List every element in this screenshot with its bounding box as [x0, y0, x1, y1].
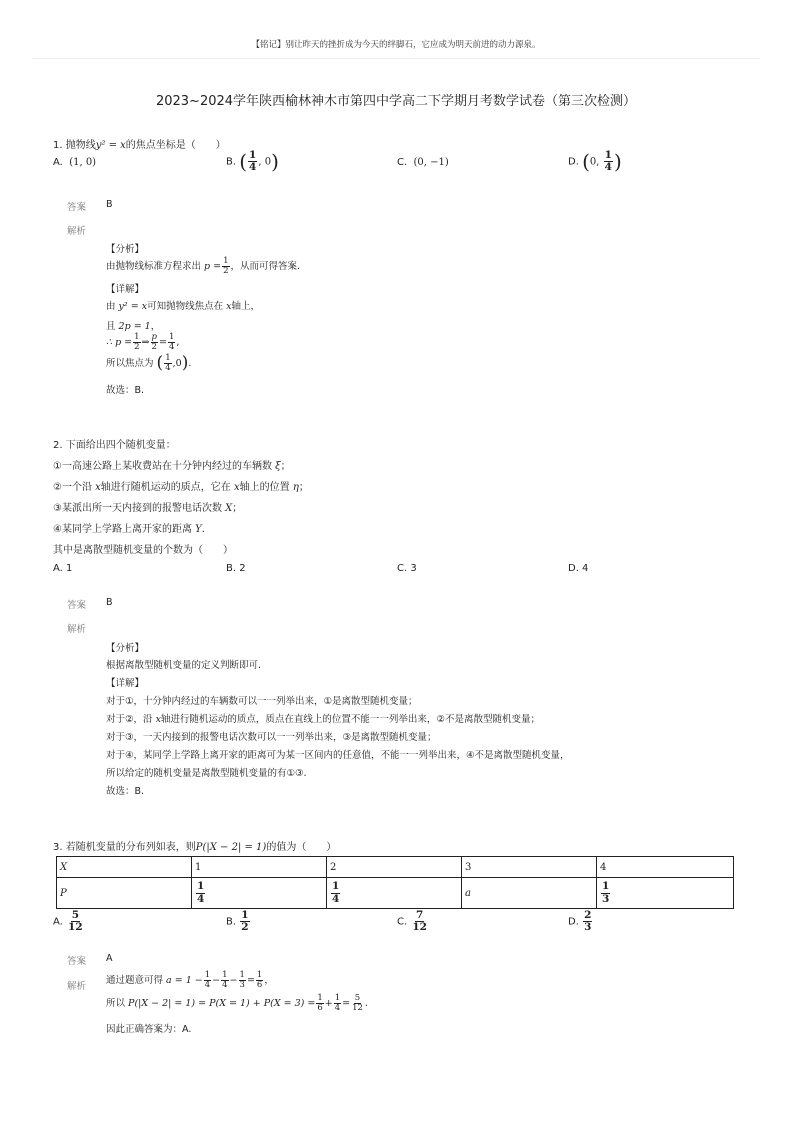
- text: 所以: [106, 997, 126, 1009]
- denominator: 4: [222, 979, 228, 990]
- math: x: [233, 482, 240, 493]
- q2-analysis-tag1: 【分析】: [106, 643, 145, 654]
- option-letter: A.: [53, 916, 63, 928]
- option-letter: D.: [568, 916, 579, 928]
- numerator: 1: [134, 332, 140, 342]
- numerator: 1: [249, 149, 257, 161]
- math: X: [225, 503, 233, 514]
- math: ξ: [275, 461, 281, 472]
- q1-answer-value: B: [106, 199, 113, 210]
- math: x: [155, 714, 161, 725]
- math: a = 1 −: [166, 974, 203, 986]
- q1-option-d: [568, 150, 622, 173]
- q2-analysis-line1: 根据离散型随机变量的定义判断即可.: [106, 660, 262, 671]
- option-letter: C.: [397, 916, 408, 928]
- numerator: 1: [317, 993, 323, 1003]
- math: =: [342, 997, 351, 1009]
- fraction: [151, 333, 158, 352]
- q1-analysis-tag2: 【详解】: [106, 284, 145, 295]
- q2-analysis-tag2: 【详解】: [106, 678, 145, 689]
- text: ，从而可得答案.: [230, 260, 301, 272]
- table-cell: [462, 857, 597, 878]
- q3-analysis-line2: [106, 994, 368, 1013]
- q1-analysis-line1: [106, 257, 300, 276]
- text: ①一高速公路上某收费站在十分钟内经过的车辆数: [53, 461, 272, 472]
- fraction: [583, 910, 592, 933]
- table-header-cell: [57, 878, 192, 909]
- denominator: 4: [249, 161, 257, 174]
- text: ，: [264, 974, 274, 986]
- option-letter: B.: [226, 156, 237, 168]
- q2-analysis-line5: 对于④，某同学上学路上离开家的距离可为某一区间内的任意值，不能一一列举出来，④不是离散型随机变量，: [106, 750, 570, 761]
- math: =: [246, 974, 255, 986]
- table-header-cell: [57, 857, 192, 878]
- option-letter: C.: [397, 157, 408, 168]
- option-value: (0, −1): [413, 157, 449, 168]
- denominator: 3: [602, 892, 610, 905]
- cell-text: X: [60, 861, 68, 873]
- text: 轴进行随机运动的质点，质点在直线上的位置不能一一列举出来，②不是离散型随机变量；: [160, 714, 540, 725]
- denominator: 4: [332, 892, 340, 905]
- q2-option-c: C. 3: [397, 563, 417, 574]
- numerator: 5: [354, 993, 361, 1003]
- q1-option-c: [397, 157, 449, 168]
- text: ③某派出所一天内接到的报警电话次数: [53, 503, 222, 514]
- table-cell: [327, 857, 462, 878]
- table-cell: [192, 878, 327, 909]
- paren-right: ): [613, 149, 622, 174]
- denominator: 2: [151, 341, 157, 352]
- fraction: [248, 150, 257, 173]
- text: .: [364, 997, 368, 1009]
- cell-text: 1: [195, 861, 202, 873]
- denominator: 12: [352, 1002, 363, 1013]
- cell-text: 3: [465, 861, 472, 873]
- fraction: [221, 971, 228, 990]
- fraction: [604, 150, 613, 173]
- q3-option-d: [568, 910, 593, 933]
- option-letter: B.: [226, 916, 237, 928]
- text: 由: [106, 301, 116, 312]
- q2-analysis-line3: [106, 711, 540, 725]
- q1-answer-label: 答案: [67, 202, 87, 213]
- q3-answer-value: A: [106, 953, 113, 964]
- q3-option-c: [397, 910, 429, 933]
- page-title: 2023~2024学年陕西榆林神木市第四中学高二下学期月考数学试卷（第三次检测）: [155, 94, 637, 109]
- fraction: [334, 994, 341, 1013]
- option-tail: , 0: [258, 156, 272, 168]
- text: 由抛物线标准方程求出: [106, 260, 202, 272]
- denominator: 3: [584, 921, 592, 934]
- numerator: 1: [165, 353, 171, 363]
- numerator: 1: [239, 970, 245, 980]
- denominator: 3: [239, 979, 245, 990]
- math: ,0: [172, 357, 182, 369]
- math: p =: [204, 260, 222, 272]
- q1-analysis-line5: [106, 354, 191, 373]
- denominator: 4: [604, 161, 612, 174]
- text: 轴上，: [231, 301, 261, 312]
- text: ；: [232, 503, 243, 514]
- q2-analysis-line6: 所以给定的随机变量是离散型随机变量的有①③.: [106, 768, 307, 779]
- denominator: 4: [204, 979, 211, 990]
- table-cell: [462, 878, 597, 909]
- table-row: [57, 878, 734, 909]
- table-cell: [327, 878, 462, 909]
- numerator: 1: [602, 880, 610, 893]
- numerator: 1: [334, 993, 341, 1003]
- text: 轴上的位置: [239, 482, 290, 493]
- denominator: 12: [68, 921, 83, 934]
- denominator: 6: [256, 979, 263, 990]
- q2-item-2: [53, 478, 309, 493]
- q2-item-1: [53, 457, 291, 472]
- numerator: 1: [222, 970, 228, 980]
- text: ；: [280, 461, 291, 472]
- text: .: [188, 357, 192, 369]
- text: ；: [298, 482, 309, 493]
- denominator: 2: [223, 265, 229, 276]
- fraction: [164, 354, 171, 373]
- q1-stem-text: 1. 抛物线: [53, 140, 96, 151]
- header-divider: [32, 58, 760, 59]
- q2-question: 其中是离散型随机变量的个数为（ ）: [53, 545, 233, 556]
- cell-text: P: [60, 887, 67, 899]
- denominator: 4: [168, 341, 175, 352]
- table-row: [57, 857, 734, 878]
- denominator: 6: [317, 1002, 323, 1013]
- q1-option-b: [226, 150, 279, 173]
- q1-stem: [53, 136, 226, 151]
- math: 2p = 1: [118, 321, 151, 332]
- q2-item-3: [53, 499, 242, 514]
- q2-stem: 2. 下面给出四个随机变量：: [53, 440, 176, 451]
- paren-right: ): [271, 149, 279, 174]
- numerator: 5: [71, 909, 79, 921]
- option-letter: D.: [568, 156, 579, 168]
- q3-stem: [53, 838, 336, 853]
- numerator: 1: [204, 970, 211, 980]
- numerator: 1: [223, 256, 229, 266]
- math: −: [229, 974, 238, 986]
- math: P(|X − 2| = 1): [195, 842, 267, 853]
- text: 的值为（ ）: [266, 842, 337, 853]
- q3-option-b: [226, 910, 251, 933]
- numerator: 1: [256, 970, 263, 980]
- fraction: [204, 971, 211, 990]
- numerator: 7: [416, 909, 424, 921]
- q2-analysis-line7: 故选：B.: [106, 786, 145, 797]
- q1-option-a: [53, 157, 96, 168]
- q1-analysis-label: 解析: [67, 226, 87, 237]
- cell-text: 4: [600, 861, 607, 873]
- text: 可知抛物线焦点在: [147, 301, 224, 312]
- q2-analysis-label: 解析: [67, 624, 87, 635]
- q2-option-d: D. 4: [568, 563, 589, 574]
- numerator: 1: [197, 880, 205, 893]
- q1-analysis-line4: [106, 333, 179, 352]
- math: x: [95, 482, 101, 493]
- q1-stem-tail: 的焦点坐标是（ ）: [125, 140, 226, 151]
- q3-analysis-line1: [106, 971, 274, 990]
- option-letter: A.: [53, 157, 63, 168]
- table-cell: [597, 878, 734, 909]
- option-head: 0,: [589, 156, 603, 168]
- cell-text: 2: [330, 861, 337, 873]
- text: .: [201, 524, 205, 535]
- fraction: [133, 333, 140, 352]
- distribution-table: [56, 856, 734, 909]
- math: −: [212, 974, 221, 986]
- q1-stem-math: y² = x: [95, 140, 126, 151]
- q1-analysis-line2: [106, 298, 260, 312]
- fraction: [67, 910, 84, 933]
- q2-analysis-line2: 对于①，十分钟内经过的车辆数可以一一列举出来，①是离散型随机变量；: [106, 696, 418, 707]
- fraction: [196, 881, 205, 904]
- math: x: [226, 301, 232, 312]
- text: 对于②，沿: [106, 714, 153, 725]
- denominator: 4: [197, 892, 205, 905]
- q3-analysis-label: 解析: [67, 981, 87, 992]
- text: ，: [150, 321, 161, 332]
- table-cell: [192, 857, 327, 878]
- q2-item-4: [53, 520, 205, 535]
- text: 轴进行随机运动的质点，它在: [100, 482, 231, 493]
- paren-right: ): [181, 352, 189, 373]
- header-motto: 【铭记】别让昨天的挫折成为今天的绊脚石，它应成为明天前进的动力源泉。: [251, 40, 541, 50]
- numerator: 1: [168, 332, 175, 342]
- fraction: [316, 994, 323, 1013]
- cell-text: a: [465, 887, 471, 899]
- denominator: 4: [334, 1002, 341, 1013]
- fraction: [601, 881, 610, 904]
- paren-left: (: [156, 352, 164, 373]
- q2-option-a: A. 1: [53, 563, 73, 574]
- numerator: 1: [332, 880, 340, 893]
- text: 所以焦点为: [106, 357, 154, 369]
- q2-option-b: B. 2: [226, 563, 246, 574]
- paren-left: (: [239, 149, 248, 174]
- fraction: [222, 257, 229, 276]
- numerator: p: [151, 332, 157, 342]
- table-cell: [597, 857, 734, 878]
- text: ④某同学上学路上离开家的距离: [53, 524, 192, 535]
- denominator: 2: [241, 921, 249, 934]
- q1-analysis-tag1: 【分析】: [106, 244, 145, 255]
- fraction: [168, 333, 175, 352]
- q2-answer-label: 答案: [67, 600, 87, 611]
- text: 3. 若随机变量的分布列如表，则: [53, 842, 196, 853]
- q3-answer-label: 答案: [67, 956, 87, 967]
- text: 通过题意可得: [106, 974, 164, 986]
- math: η: [292, 482, 299, 493]
- math: Y: [195, 524, 202, 535]
- q2-analysis-line4: 对于③，一天内接到的报警电话次数可以一一列举出来，③是离散型随机变量；: [106, 732, 437, 743]
- paren-left: (: [582, 149, 590, 174]
- fraction: [411, 910, 428, 933]
- fraction: [351, 994, 364, 1013]
- q3-analysis-line3: 因此正确答案为：A.: [106, 1024, 192, 1035]
- q3-option-a: [53, 910, 85, 933]
- fraction: [239, 971, 246, 990]
- math: ⇒: [141, 336, 150, 348]
- math: ∴ p =: [106, 336, 133, 348]
- denominator: 12: [412, 921, 427, 934]
- fraction: [256, 971, 263, 990]
- numerator: 2: [584, 909, 592, 921]
- denominator: 2: [134, 341, 140, 352]
- text: 且: [106, 321, 116, 332]
- fraction: [331, 881, 340, 904]
- q2-answer-value: B: [106, 597, 113, 608]
- q1-analysis-line3: [106, 318, 160, 332]
- fraction: [240, 910, 249, 933]
- option-value: (1, 0): [69, 157, 97, 168]
- text: ,: [176, 336, 180, 348]
- q1-analysis-line6: 故选：B.: [106, 385, 145, 396]
- math: +: [324, 997, 333, 1009]
- math: y² = x: [118, 301, 148, 312]
- math: =: [158, 336, 167, 348]
- math: P(|X − 2| = 1) = P(X = 1) + P(X = 3) =: [128, 997, 316, 1009]
- numerator: 1: [604, 149, 612, 161]
- text: ②一个沿: [53, 482, 92, 493]
- denominator: 4: [165, 362, 171, 373]
- numerator: 1: [241, 909, 249, 921]
